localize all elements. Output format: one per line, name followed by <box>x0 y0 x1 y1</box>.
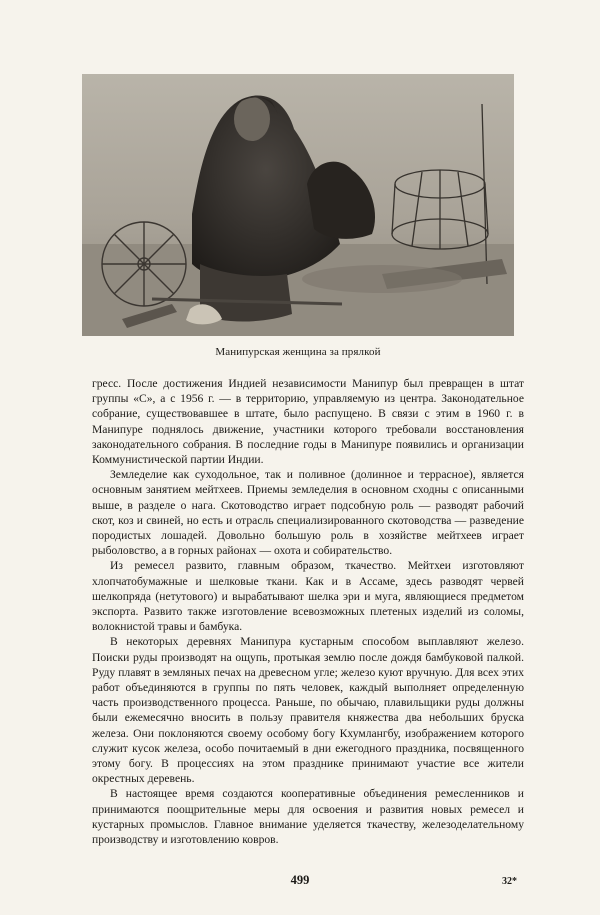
photograph-woman-at-spinning-wheel <box>82 74 514 336</box>
paragraph: Земледелие как суходольное, так и поливное (долинное и террасное), является основным занятием мейтхеев. Приемы земледелия в основном сходны с описанными выше, в разделе о нага. Скотоводство играет подсобную роль — разводят рабочий скот, коз и свиней, но есть и отрасль специализированного скотоводства — разведение породистых лошадей. Довольно большую роль в хозяйстве мейтхеев играет рыболовство, а в горных районах — охота и собирательство. <box>92 468 524 558</box>
paragraph: В настоящее время создаются кооперативные объединения ремесленников и принимаются поощрительные меры для освоения и развития новых ремесел и кустарных промыслов. Главное внимание уделяется ткачеству, железоделательному производству и изготовлению ковров. <box>92 787 524 847</box>
paragraph: Из ремесел развито, главным образом, ткачество. Мейтхеи изготовляют хлопчатобумажные и шелковые ткани. Как и в Ассаме, здесь разводят червей шелкопряда (нетутового) и вырабатывают шелка эри и муга, являющиеся предметом экспорта. Развито также изготовление всевозможных плетеных изделий из соломы, волокнистой травы и бамбука. <box>92 559 524 634</box>
figure-caption: Манипурская женщина за прялкой <box>215 346 381 358</box>
paragraph: В некоторых деревнях Манипура кустарным способом выплавляют железо. Поиски руды производят на ощупь, протыкая землю после дождя бамбуковой палкой. Руду плавят в земляных печах на древесном угле; железо куют вручную. Для всех этих работ объединяются в группы по пять человек, каждый выполняет определенную часть производственного процесса. Раньше, по обычаю, плавильщики руды должны были ежемесячно вносить в пользу правителя княжества два небольших бруска железа. Они поклоняются своему особому богу Кхумлангбу, изображением которого служит кусок железа, особо почитаемый в дни ежегодного праздника, посвященного этому богу. В процессиях на этом празднике принимают участие все жители окрестных деревень. <box>92 635 524 786</box>
signature-mark: 32* <box>502 876 517 887</box>
page-number: 499 <box>290 873 310 887</box>
photograph-image <box>82 74 514 336</box>
paragraph: гресс. После достижения Индией независимости Манипур был превращен в штат группы «С», а с 1956 г. — в территорию, управляемую из центра. Законодательное собрание, существовавшее в штате, было распущено. В связи с этим в 1960 г. в Манипуре поднялось движение, участники которого требовали восстановления законодательного собрания. В последние годы в Манипуре появились и организации Коммунистической партии Индии. <box>92 377 524 467</box>
body-text <box>92 376 524 847</box>
